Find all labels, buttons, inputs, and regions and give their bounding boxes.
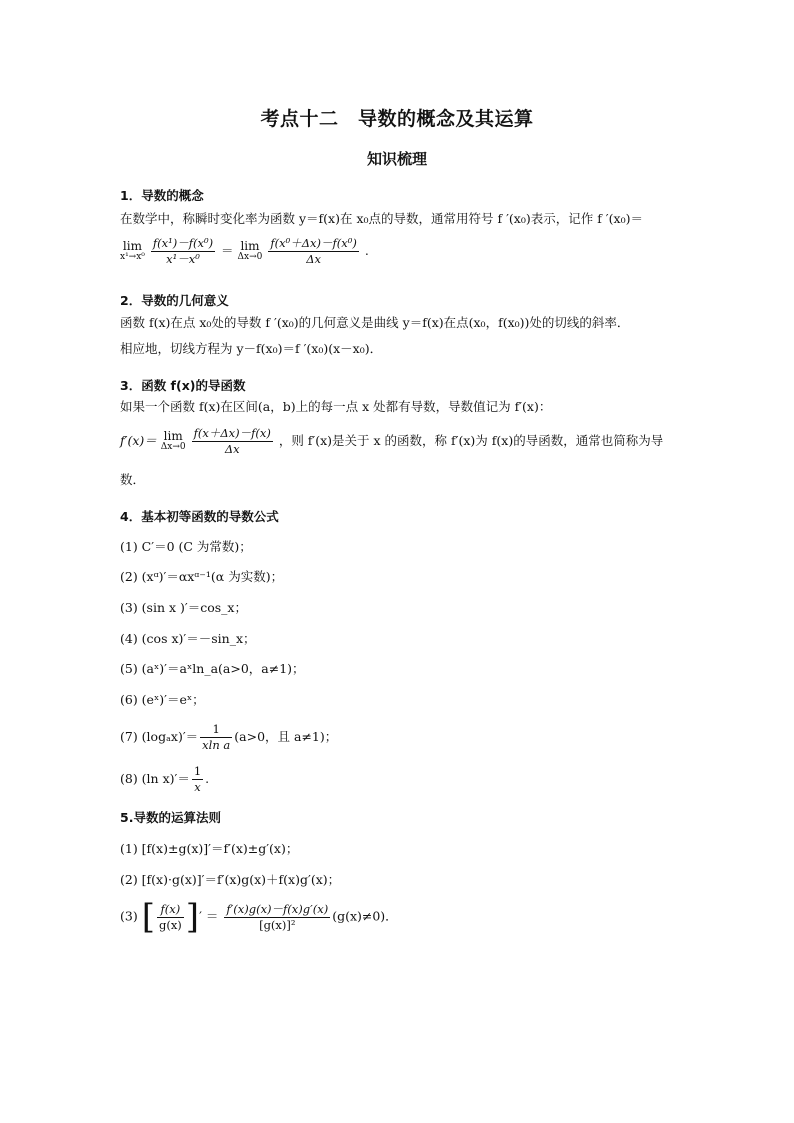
page-subtitle: 知识梳理 [366,150,427,168]
limit-1: lim x¹→x⁰ [120,238,145,262]
formula-6: (6) (eˣ)′＝eˣ； [120,692,205,707]
section-4-heading: 4．基本初等函数的导数公式 [120,509,279,524]
section-3-text-end: 数． [120,472,146,487]
section-3-heading: 3．函数 f(x)的导函数 [120,378,246,393]
formula-2: (2) (xᵅ)′＝αxᵅ⁻¹(α 为实数)； [120,569,284,584]
fraction-log: $\frac{1}{\text{xln a}}$ [202,722,231,752]
section-2-tangent-equation: 相应地，切线方程为 y－f(x₀)＝f ′(x₀)(x－x₀)． [120,341,383,356]
fraction-1: $\frac{\text{f(x¹)－f(x⁰)}}{\text{x¹－x⁰}}$ [152,236,214,266]
formula-7: (7) (logₐx)′＝ $\frac{1}{\text{xln a}}$ (a>0，且 a≠1)； [120,722,338,752]
limit-2: lim Δx→0 [237,238,263,262]
section-3-formula: f′(x)＝ lim Δx→0 $\frac{f(x+\Delta x)-f(x)}{\Delta x}$ ，则 f′(x)是关于 x 的函数，称 f′(x)为 f(x)的导函数，通常也简称为导 [120,426,664,456]
fraction-2: $\frac{\text{f(x⁰＋Δx)－f(x⁰)}}{\Delta x}$ [270,236,357,266]
section-1-heading: 1．导数的概念 [120,188,204,203]
limit-3: lim Δx→0 [160,428,186,452]
section-2-text: 函数 f(x)在点 x₀处的导数 f ′(x₀)的几何意义是曲线 y＝f(x)在点(x₀，f(x₀))处的切线的斜率． [120,315,630,330]
formula-3: (3) (sin x )′＝cos_x； [120,600,247,615]
fraction-3: $\frac{f(x+\Delta x)-f(x)}{\Delta x}$ [193,426,271,456]
formula-8: (8) (ln x)′＝ $\frac{1}{x}$ . [120,764,210,794]
fraction-quotient-rule: $\frac{f'(x)g(x)-f(x)g'(x)}{\text{[g(x)]²}}$ [226,901,329,932]
rule-3: (3) [ $\frac{f(x)}{g(x)}$ ]′ ＝ $\frac{f'(x)g(x)-f(x)g'(x)}{\text{[g(x)]²}}$ (g(x)≠0)． [120,897,398,937]
page-title: 考点十二 导数的概念及其运算 [260,108,534,130]
rule-2: (2) [f(x)·g(x)]′＝f′(x)g(x)＋f(x)g′(x)； [120,872,341,887]
section-3-text: 如果一个函数 f(x)在区间(a，b)上的每一点 x 处都有导数，导数值记为 f′(x)： [120,399,552,414]
section-2-heading: 2．导数的几何意义 [120,293,229,308]
section-5-heading: 5.导数的运算法则 [120,810,221,825]
fraction-quotient-inner: $\frac{f(x)}{g(x)}$ [158,901,182,932]
formula-1: (1) C′＝0 (C 为常数)； [120,539,252,554]
rule-1: (1) [f(x)±g(x)]′＝f′(x)±g′(x)； [120,841,299,856]
formula-5: (5) (aˣ)′＝aˣln_a(a>0，a≠1)； [120,661,305,676]
section-1-formula: lim x¹→x⁰ $\frac{\text{f(x¹)－f(x⁰)}}{\text{x¹－x⁰}}$ ＝ lim Δx→0 $\frac{\text{f(x⁰＋Δx)－f(x⁰)}}{\Delta x}$ . [120,236,369,266]
section-1-text: 在数学中，称瞬时变化率为函数 y＝f(x)在 x₀点的导数，通常用符号 f ′(x₀)表示，记作 f ′(x₀)＝ [120,211,643,226]
formula-4: (4) (cos x)′＝－sin_x； [120,631,256,646]
fraction-ln: $\frac{1}{x}$ [193,764,202,794]
